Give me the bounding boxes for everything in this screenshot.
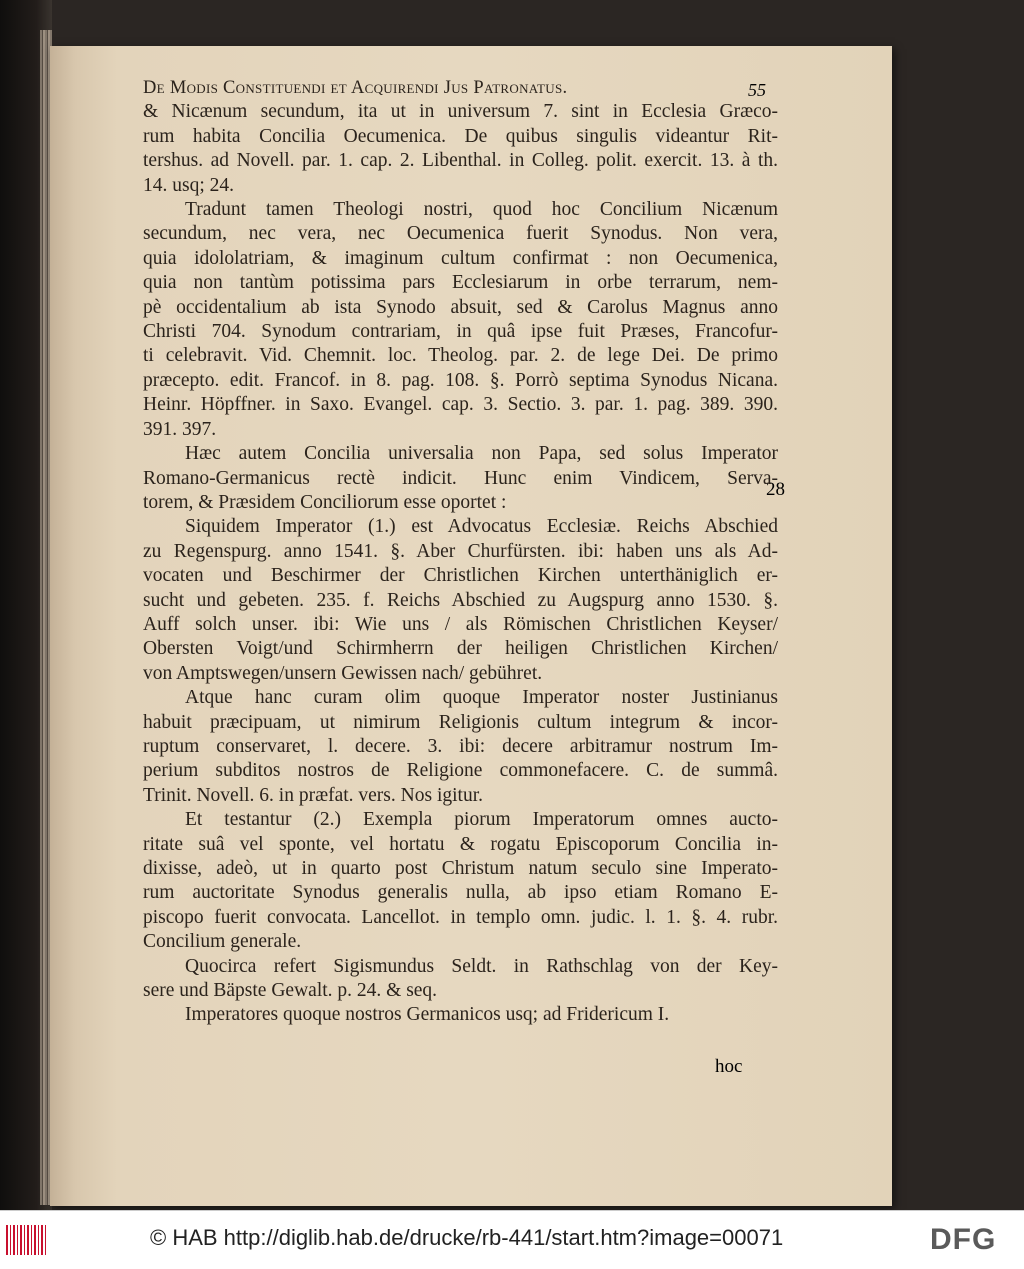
- footer-bar: [0, 1210, 1024, 1269]
- paragraph: [143, 100, 778, 198]
- text-line: Concilium generale.: [143, 931, 302, 953]
- paragraph: [143, 808, 778, 954]
- paragraph: [143, 686, 778, 808]
- paragraph: [143, 198, 778, 442]
- text-line: dixisse, adeò, ut in quarto post Christum natum seculo sine Imperato-: [143, 858, 778, 879]
- text-line: perium subditos nostros de Religione commonefacere. C. de summâ.: [143, 760, 778, 782]
- text-line: rum habita Concilia Oecumenica. De quibus singulis videantur Rit-: [143, 125, 778, 147]
- text-line: ti celebravit. Vid. Chemnit. loc. Theolog. par. 2. de lege Dei. De primo: [143, 345, 778, 367]
- copyright-link[interactable]: © HAB http://diglib.hab.de/drucke/rb-441/start.htm?image=00071: [150, 1225, 784, 1250]
- text-line: quia non tantùm potissima pars Ecclesiarum in orbe terrarum, nem-: [143, 272, 778, 294]
- text-line: Imperatores quoque nostros Germanicos usq; ad Fridericum I.: [185, 1004, 670, 1026]
- text-line: piscopo fuerit convocata. Lancellot. in templo omn. judic. l. 1. §. 4. rubr.: [143, 906, 778, 928]
- margin-number: 28: [766, 479, 785, 500]
- text-line: Auff solch unser. ibi: Wie uns / als Römischen Christlichen Keyser/: [143, 613, 778, 635]
- page-number: 55: [748, 80, 766, 100]
- text-line: rum auctoritate Synodus generalis nulla, ab ipso etiam Romano E-: [143, 882, 778, 904]
- text-line: Romano-Germanicus rectè indicit. Hunc enim Vindicem, Serva-: [143, 467, 778, 489]
- text-line: Siquidem Imperator (1.) est Advocatus Ecclesiæ. Reichs Abschied: [185, 516, 778, 538]
- running-head: De Modis Constituendi et Acquirendi Jus Patronatus.: [143, 78, 568, 98]
- text-line: pè occidentalium ab ista Synodo absuit, sed & Carolus Magnus anno: [143, 296, 778, 318]
- text-line: secundum, nec vera, nec Oecumenica fuerit Synodus. Non vera,: [143, 223, 778, 245]
- text-line: sere und Bäpste Gewalt. p. 24. & seq.: [143, 980, 438, 1002]
- text-line: Trinit. Novell. 6. in præfat. vers. Nos igitur.: [143, 784, 483, 806]
- text-line: Obersten Voigt/und Schirmherrn der heiligen Christlichen Kirchen/: [143, 638, 778, 660]
- text-line: Hæc autem Concilia universalia non Papa, sed solus Imperator: [185, 443, 778, 465]
- text-line: von Amptswegen/unsern Gewissen nach/ gebühret.: [143, 662, 543, 684]
- text-line: Et testantur (2.) Exempla piorum Imperatorum omnes aucto-: [185, 809, 778, 831]
- text-line: sucht und gebeten. 235. f. Reichs Abschied zu Augspurg anno 1530. §.: [143, 589, 778, 611]
- text-line: Atque hanc curam olim quoque Imperator noster Justinianus: [185, 687, 778, 709]
- dfg-logo: DFG: [930, 1223, 997, 1256]
- text-line: Heinr. Höpffner. in Saxo. Evangel. cap. 3. Sectio. 3. par. 1. pag. 389. 390.: [143, 394, 778, 416]
- barcode-icon: [6, 1225, 46, 1255]
- page-text: [143, 76, 778, 1028]
- text-line: ritate suâ vel sponte, vel hortatu & rogatu Episcoporum Concilia in-: [143, 833, 778, 855]
- text-line: habuit præcipuam, ut nimirum Religionis cultum integrum & incor-: [143, 711, 778, 733]
- text-line: torem, & Præsidem Conciliorum esse oportet :: [143, 491, 507, 513]
- catchword: hoc: [715, 1056, 743, 1077]
- paragraph: [143, 955, 778, 1004]
- text-line: & Nicænum secundum, ita ut in universum 7. sint in Ecclesia Græco-: [143, 101, 778, 123]
- text-line: vocaten und Beschirmer der Christlichen Kirchen unterthäniglich er-: [143, 565, 778, 587]
- paragraph: [143, 515, 778, 686]
- text-line: zu Regenspurg. anno 1541. §. Aber Churfürsten. ibi: haben uns als Ad-: [143, 540, 778, 562]
- text-line: ruptum conservaret, l. decere. 3. ibi: decere arbitramur nostrum Im-: [143, 735, 778, 757]
- paragraph: [143, 1003, 778, 1027]
- text-line: 391. 397.: [143, 418, 217, 440]
- paragraph: [143, 442, 778, 515]
- text-line: præcepto. edit. Francof. in 8. pag. 108. §. Porrò septima Synodus Nicana.: [143, 369, 778, 391]
- text-line: quia idololatriam, & imaginum cultum confirmat : non Oecumenica,: [143, 247, 778, 269]
- text-line: tershus. ad Novell. par. 1. cap. 2. Libenthal. in Colleg. polit. exercit. 13. à th.: [143, 150, 778, 172]
- text-line: Christi 704. Synodum contrariam, in quâ ipse fuit Præses, Francofur-: [143, 321, 778, 343]
- text-line: Tradunt tamen Theologi nostri, quod hoc Concilium Nicænum: [185, 199, 778, 221]
- book-page: [50, 46, 892, 1206]
- text-line: 14. usq; 24.: [143, 174, 235, 196]
- text-line: Quocirca refert Sigismundus Seldt. in Rathschlag von der Key-: [185, 955, 778, 977]
